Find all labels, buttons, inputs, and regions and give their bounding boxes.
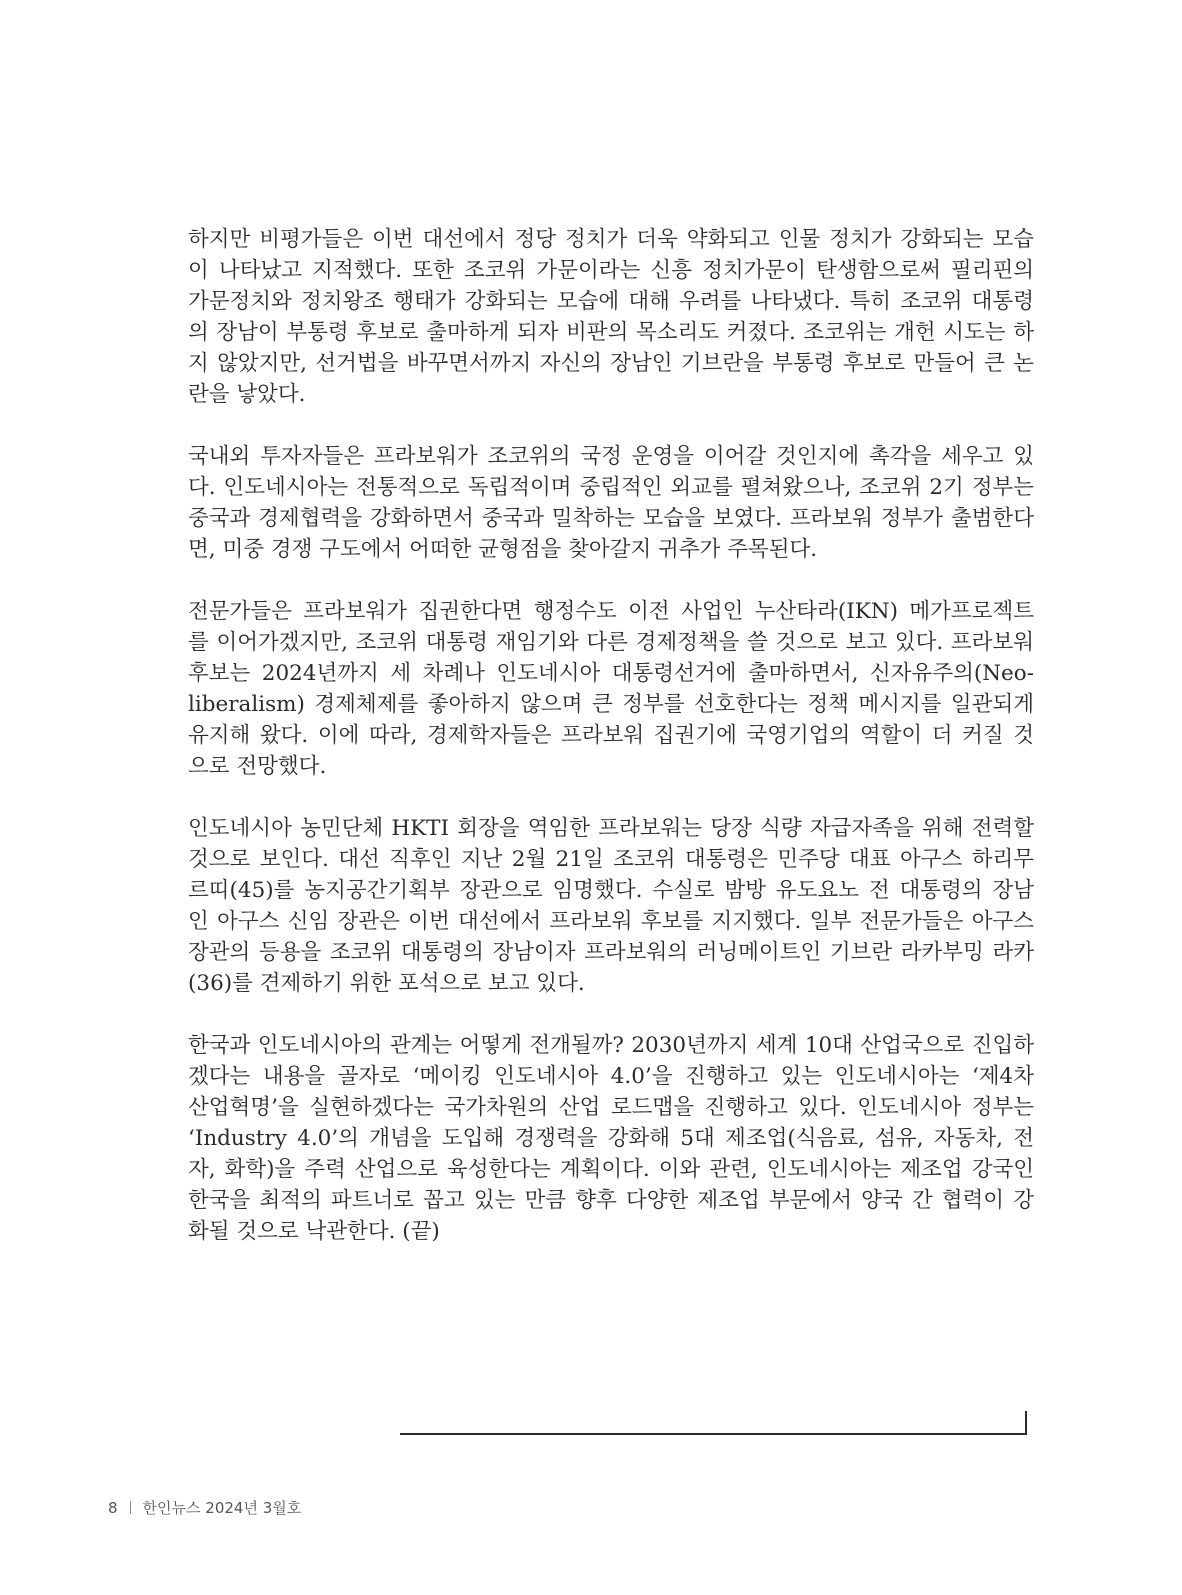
paragraph-line: 것으로 보인다. 대선 직후인 지난 2월 21일 조코위 대통령은 민주당 대표 아구스 하리무: [188, 847, 1034, 872]
footer-separator: [130, 1501, 131, 1514]
paragraph-line: 국내외 투자자들은 프라보워가 조코위의 국정 운영을 이어갈 것인지에 촉각을 세우고 있: [188, 444, 1034, 469]
paragraph-line: 르띠(45)를 농지공간기획부 장관으로 임명했다. 수실로 밤방 유도요노 전 대통령의 장남: [188, 878, 1034, 903]
paragraph-line: 중국과 경제협력을 강화하면서 중국과 밀착하는 모습을 보였다. 프라보워 정부가 출범한다: [188, 506, 1034, 531]
paragraph-line: 장관의 등용을 조코위 대통령의 장남이자 프라보워의 러닝메이트인 기브란 라카부밍 라카: [188, 940, 1034, 965]
paragraph-line: 산업혁명’을 실현하겠다는 국가차원의 산업 로드맵을 진행하고 있다. 인도네시아 정부는: [188, 1095, 1034, 1120]
article-paragraph: [188, 596, 1034, 782]
paragraph-line: 유지해 왔다. 이에 따라, 경제학자들은 프라보워 집권기에 국영기업의 역할이 더 커질 것: [188, 723, 1034, 748]
paragraph-line: 한국과 인도네시아의 관계는 어떻게 전개될까? 2030년까지 세계 10대 산업국으로 진입하: [188, 1033, 1034, 1058]
article-body: [188, 224, 1034, 1278]
paragraph-line: 다. 인도네시아는 전통적으로 독립적이며 중립적인 외교를 펼쳐왔으나, 조코위 2기 정부는: [188, 475, 1034, 500]
publication-title: 한인뉴스 2024년 3월호: [142, 1499, 302, 1517]
page-number: 8: [108, 1498, 118, 1517]
paragraph-line: 하지만 비평가들은 이번 대선에서 정당 정치가 더욱 약화되고 인물 정치가 강화되는 모습: [188, 227, 1034, 252]
paragraph-line: 가문정치와 정치왕조 행태가 강화되는 모습에 대해 우려를 나타냈다. 특히 조코위 대통령: [188, 289, 1034, 314]
end-rule: [400, 1433, 1027, 1435]
paragraph-line: 으로 전망했다.: [188, 754, 327, 779]
article-paragraph: [188, 813, 1034, 999]
page-footer: [108, 1497, 301, 1518]
paragraph-line: 를 이어가겠지만, 조코위 대통령 재임기와 다른 경제정책을 쓸 것으로 보고 있다. 프라보워: [188, 630, 1034, 655]
paragraph-line: 면, 미중 경쟁 구도에서 어떠한 균형점을 찾아갈지 귀추가 주목된다.: [188, 537, 818, 562]
paragraph-line: (36)를 견제하기 위한 포석으로 보고 있다.: [188, 971, 585, 996]
end-rule-tick: [1025, 1411, 1027, 1435]
article-paragraph: [188, 224, 1034, 410]
paragraph-line: 겠다는 내용을 골자로 ‘메이킹 인도네시아 4.0’을 진행하고 있는 인도네시아는 ‘제4차: [188, 1064, 1034, 1089]
paragraph-line: 화될 것으로 낙관한다. (끝): [188, 1219, 440, 1244]
article-paragraph: [188, 441, 1034, 565]
paragraph-line: 인 아구스 신임 장관은 이번 대선에서 프라보워 후보를 지지했다. 일부 전문가들은 아구스: [188, 909, 1034, 934]
paragraph-line: 란을 낳았다.: [188, 382, 306, 407]
paragraph-line: 지 않았지만, 선거법을 바꾸면서까지 자신의 장남인 기브란을 부통령 후보로 만들어 큰 논: [188, 351, 1034, 376]
paragraph-line: 의 장남이 부통령 후보로 출마하게 되자 비판의 목소리도 커졌다. 조코위는 개헌 시도는 하: [188, 320, 1034, 345]
paragraph-line: liberalism) 경제체제를 좋아하지 않으며 큰 정부를 선호한다는 정책 메시지를 일관되게: [188, 692, 1034, 717]
paragraph-line: 인도네시아 농민단체 HKTI 회장을 역임한 프라보워는 당장 식량 자급자족을 위해 전력할: [188, 816, 1034, 841]
paragraph-line: 후보는 2024년까지 세 차례나 인도네시아 대통령선거에 출마하면서, 신자유주의(Neo-: [188, 661, 1034, 686]
paragraph-line: ‘Industry 4.0’의 개념을 도입해 경쟁력을 강화해 5대 제조업(식음료, 섬유, 자동차, 전: [188, 1126, 1034, 1151]
article-paragraph: [188, 1030, 1034, 1247]
paragraph-line: 전문가들은 프라보워가 집권한다면 행정수도 이전 사업인 누산타라(IKN) 메가프로젝트: [188, 599, 1034, 624]
paragraph-line: 이 나타났고 지적했다. 또한 조코위 가문이라는 신흥 정치가문이 탄생함으로써 필리핀의: [188, 258, 1034, 283]
paragraph-line: 자, 화학)을 주력 산업으로 육성한다는 계획이다. 이와 관련, 인도네시아는 제조업 강국인: [188, 1157, 1034, 1182]
paragraph-line: 한국을 최적의 파트너로 꼽고 있는 만큼 향후 다양한 제조업 부문에서 양국 간 협력이 강: [188, 1188, 1034, 1213]
